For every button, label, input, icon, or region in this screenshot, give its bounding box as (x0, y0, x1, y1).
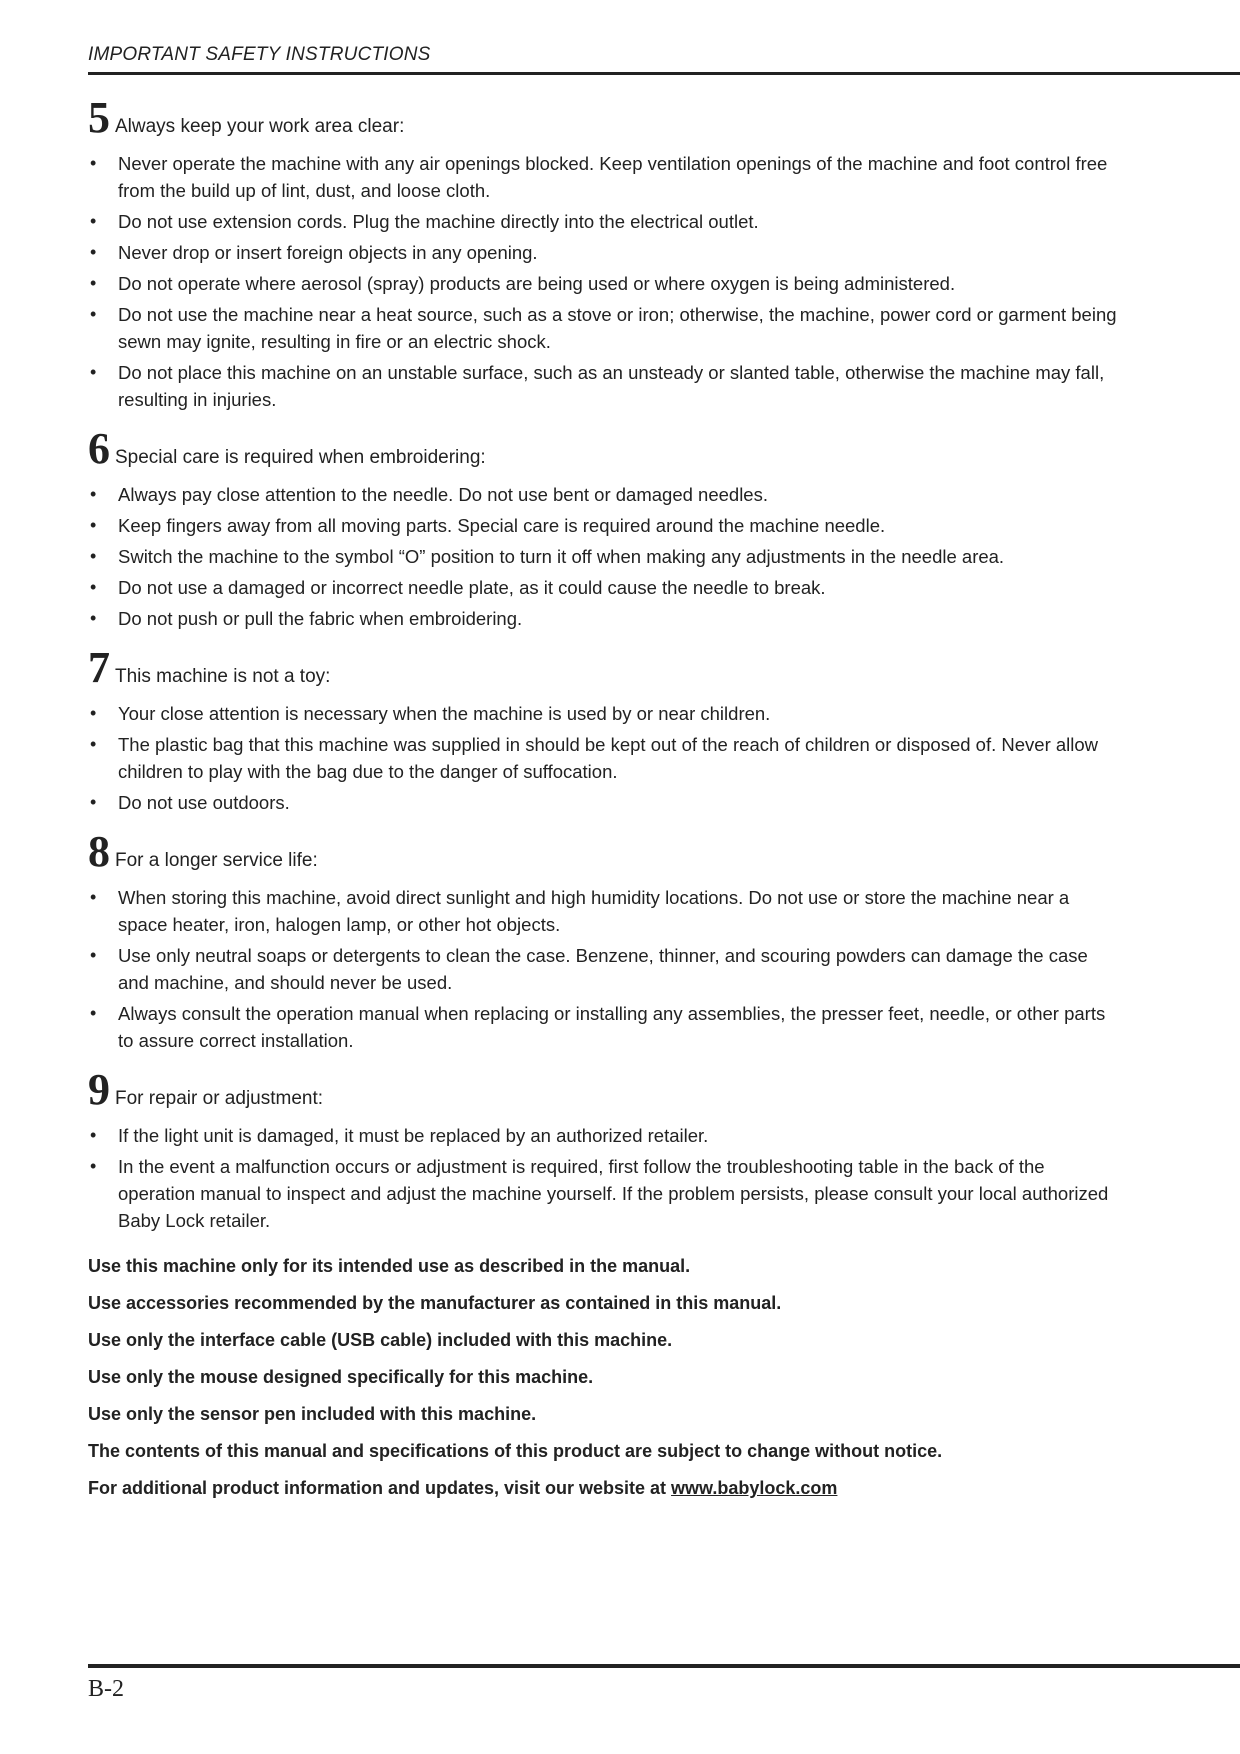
website-notice-text: For additional product information and updates, visit our website at (88, 1478, 672, 1498)
section-7 (88, 643, 1123, 816)
section-9 (88, 1065, 1123, 1234)
notice-line: The contents of this manual and specifications of this product are subject to change without notice. (88, 1441, 943, 1461)
bullet-list (88, 481, 1123, 632)
section-title: Special care is required when embroidering: (115, 447, 486, 468)
bullet-item: • Use only neutral soaps or detergents to clean the case. Benzene, thinner, and scouring powders can damage the case and machine, and should never be used. (88, 942, 1123, 996)
website-notice (88, 1476, 1123, 1501)
bullet-list (88, 150, 1123, 413)
content (88, 93, 1123, 1513)
page-number: B-2 (88, 1676, 124, 1702)
footer-rule (88, 1664, 1240, 1668)
section-number: 6 (88, 424, 110, 473)
page-header: IMPORTANT SAFETY INSTRUCTIONS (88, 44, 1240, 75)
section-title: Always keep your work area clear: (115, 116, 405, 137)
section-title: This machine is not a toy: (115, 666, 331, 687)
notices (88, 1254, 1123, 1464)
bullet-item: • Never operate the machine with any air openings blocked. Keep ventilation openings of the machine and foot control free from the build up of lint, dust, and loose cloth. (88, 150, 1123, 204)
section-heading (88, 643, 1123, 692)
notice-line: Use only the sensor pen included with this machine. (88, 1404, 537, 1424)
section-title: For a longer service life: (115, 850, 318, 871)
section-heading (88, 827, 1123, 876)
bullet-list (88, 1122, 1123, 1234)
section-6 (88, 424, 1123, 632)
notice-line: Use accessories recommended by the manufacturer as contained in this manual. (88, 1293, 782, 1313)
bullet-item: • Do not use extension cords. Plug the machine directly into the electrical outlet. (88, 208, 1123, 235)
section-8 (88, 827, 1123, 1054)
bullet-item: • Your close attention is necessary when the machine is used by or near children. (88, 700, 1123, 727)
bullet-item: • Do not use outdoors. (88, 789, 1123, 816)
notice-line: Use only the interface cable (USB cable) included with this machine. (88, 1330, 673, 1350)
bullet-item: • Switch the machine to the symbol “O” position to turn it off when making any adjustments in the needle area. (88, 543, 1123, 570)
section-heading (88, 1065, 1123, 1114)
section-number: 8 (88, 827, 110, 876)
bullet-item: • Always pay close attention to the needle. Do not use bent or damaged needles. (88, 481, 1123, 508)
section-number: 9 (88, 1065, 110, 1114)
section-heading (88, 424, 1123, 473)
bullet-item: • Do not use a damaged or incorrect needle plate, as it could cause the needle to break. (88, 574, 1123, 601)
notice-line: Use this machine only for its intended use as described in the manual. (88, 1256, 691, 1276)
bullet-item: • If the light unit is damaged, it must be replaced by an authorized retailer. (88, 1122, 1123, 1149)
website-link[interactable]: www.babylock.com (671, 1478, 838, 1498)
section-number: 5 (88, 93, 110, 142)
bullet-item: • Never drop or insert foreign objects in any opening. (88, 239, 1123, 266)
bullet-list (88, 700, 1123, 816)
bullet-item: • When storing this machine, avoid direct sunlight and high humidity locations. Do not use or store the machine near a space heater, iron, halogen lamp, or other hot objects. (88, 884, 1123, 938)
section-number: 7 (88, 643, 110, 692)
section-heading (88, 93, 1123, 142)
notice-line: Use only the mouse designed specifically for this machine. (88, 1367, 594, 1387)
bullet-item: • Always consult the operation manual when replacing or installing any assemblies, the presser feet, needle, or other parts to assure correct installation. (88, 1000, 1123, 1054)
bullet-item: • Do not use the machine near a heat source, such as a stove or iron; otherwise, the machine, power cord or garment being sewn may ignite, resulting in fire or an electric shock. (88, 301, 1123, 355)
bullet-item: • Do not push or pull the fabric when embroidering. (88, 605, 1123, 632)
sections (88, 93, 1123, 1234)
bullet-item: • In the event a malfunction occurs or adjustment is required, first follow the troubleshooting table in the back of the operation manual to inspect and adjust the machine yourself. If the problem persists, please consult your local authorized Baby Lock retailer. (88, 1153, 1123, 1234)
bullet-list (88, 884, 1123, 1054)
bullet-item: • Do not operate where aerosol (spray) products are being used or where oxygen is being administered. (88, 270, 1123, 297)
section-5 (88, 93, 1123, 413)
section-title: For repair or adjustment: (115, 1088, 324, 1109)
bullet-item: • Keep fingers away from all moving parts. Special care is required around the machine needle. (88, 512, 1123, 539)
bullet-item: • Do not place this machine on an unstable surface, such as an unsteady or slanted table, otherwise the machine may fall, resulting in injuries. (88, 359, 1123, 413)
bullet-item: • The plastic bag that this machine was supplied in should be kept out of the reach of children or disposed of. Never allow children to play with the bag due to the danger of suffocation. (88, 731, 1123, 785)
